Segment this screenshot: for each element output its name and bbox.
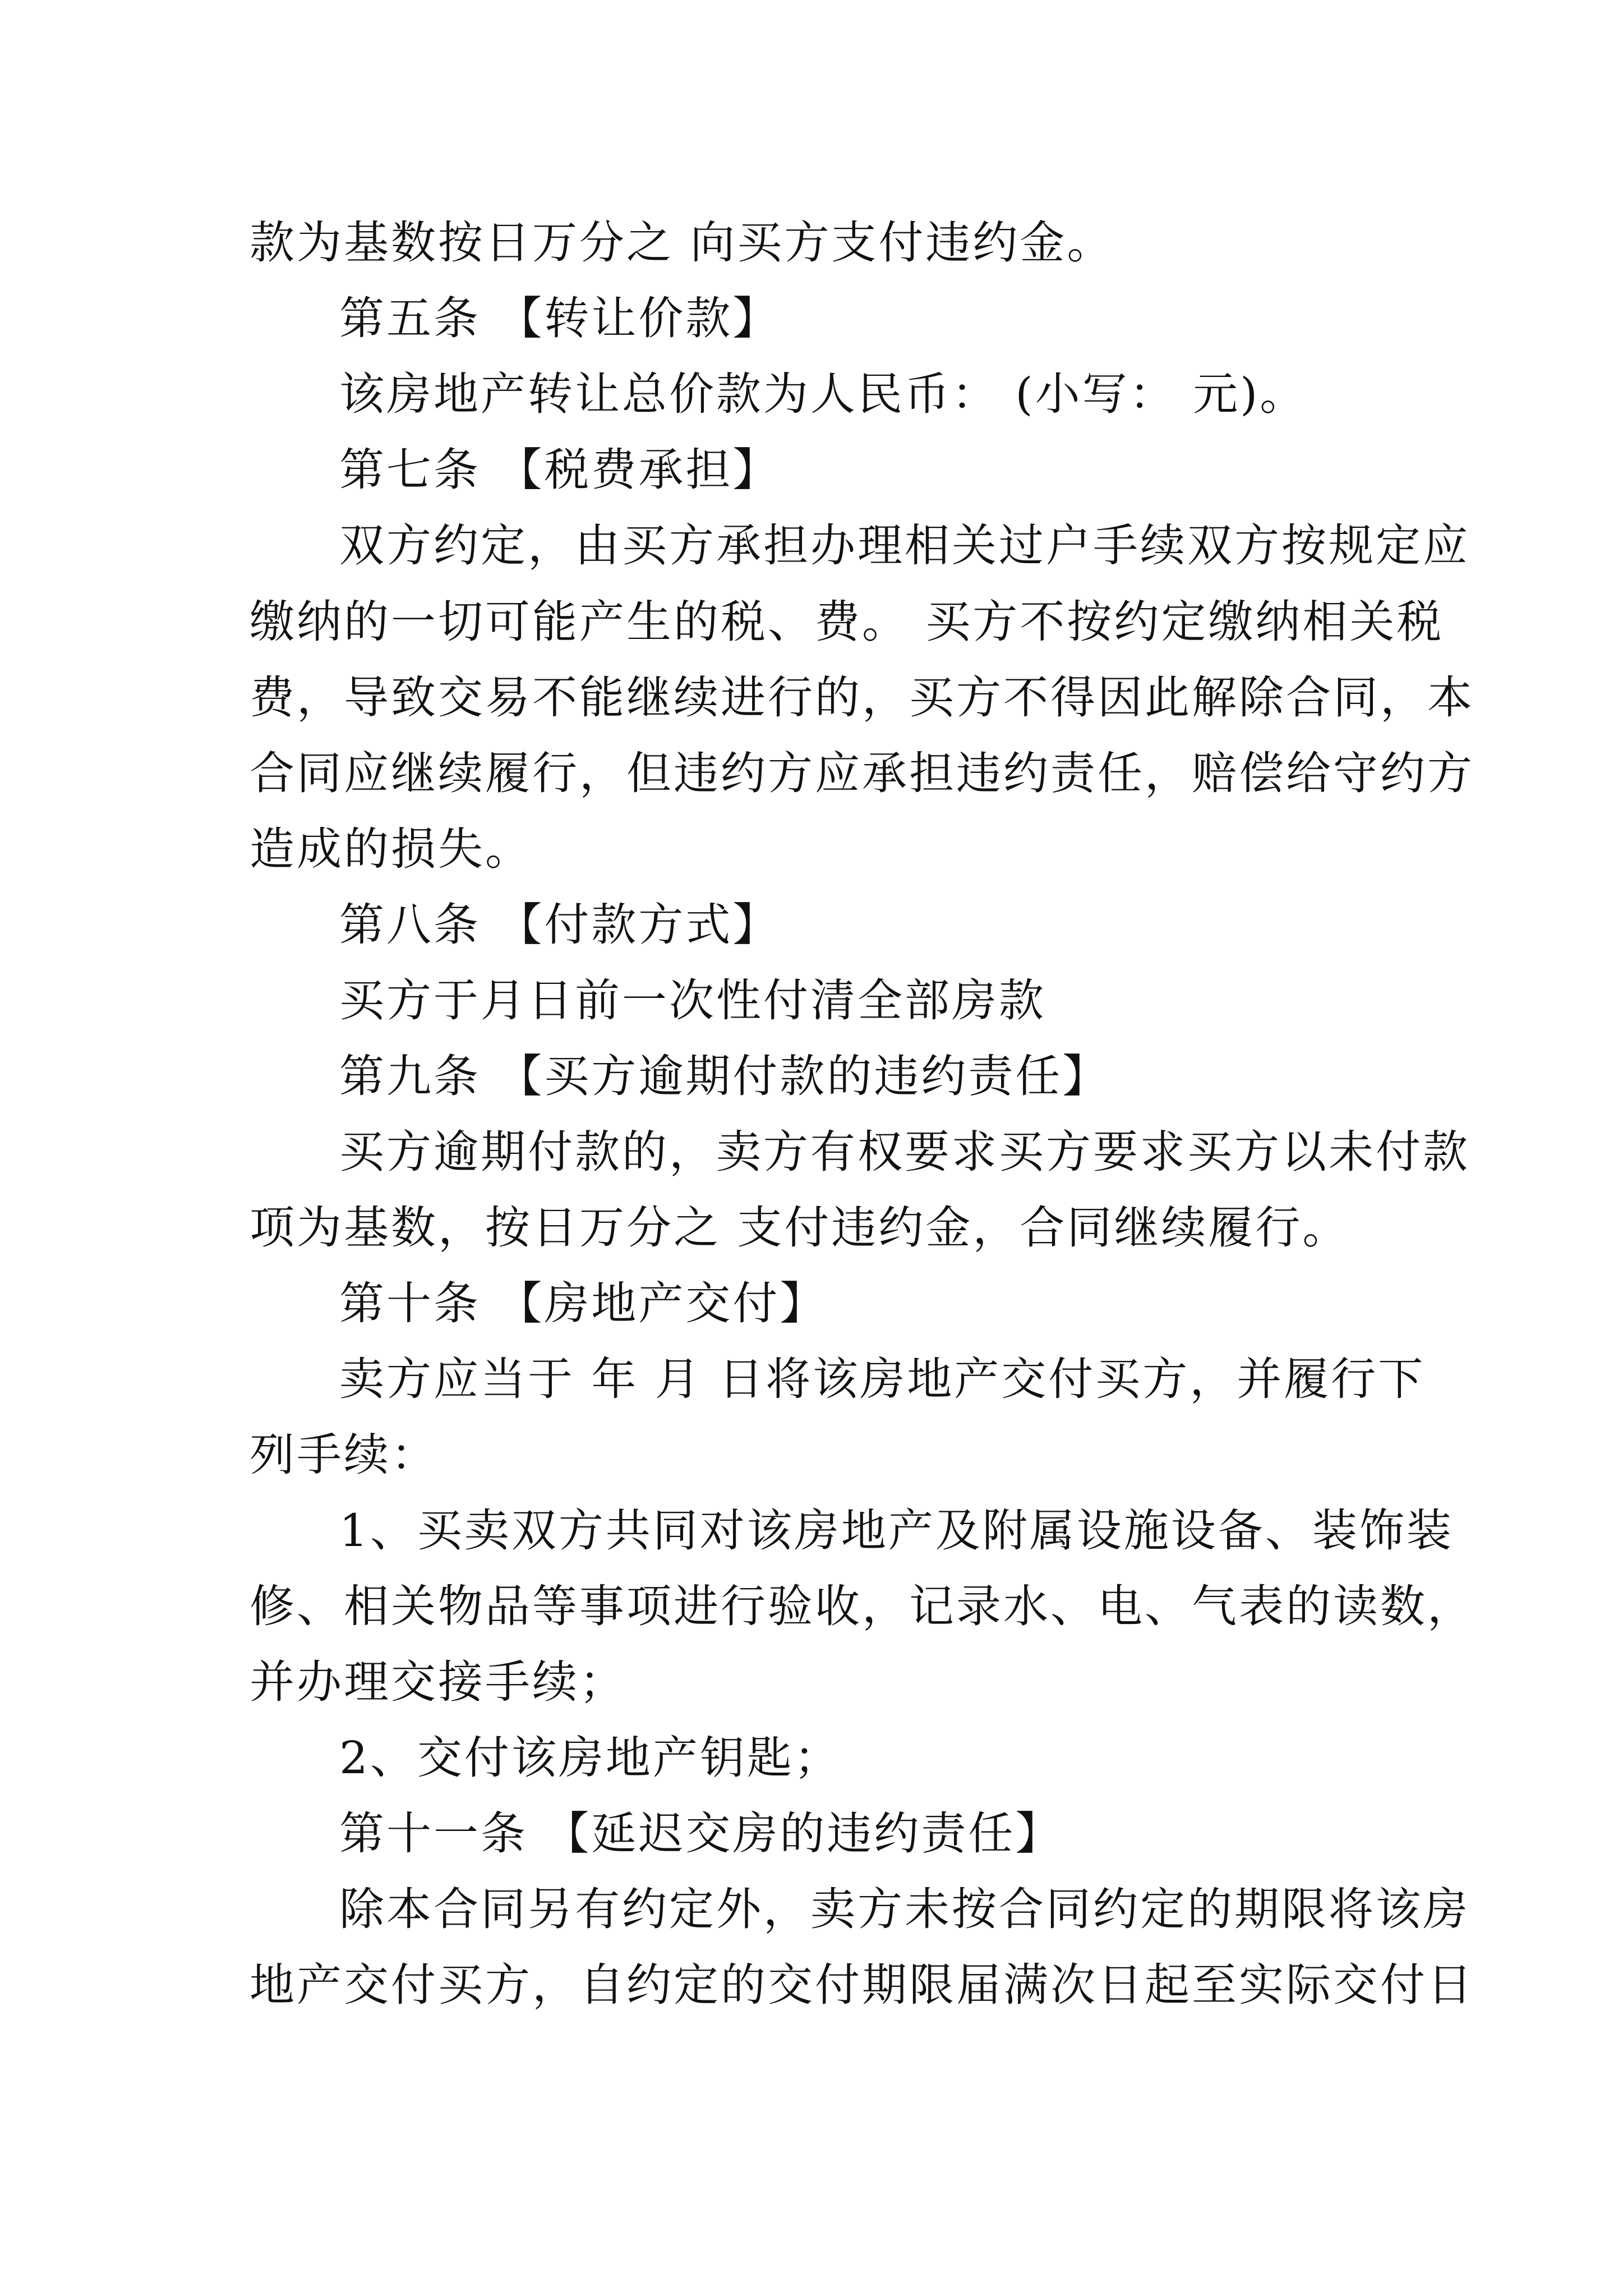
- text-line: 卖方应当于 年 月 日将该房地产交付买方，并履行下: [339, 1353, 1426, 1405]
- text-line: 1、买卖双方共同对该房地产及附属设施设备、装饰装: [339, 1504, 1454, 1557]
- text-line: 修、相关物品等事项进行验收，记录水、电、气表的读数，: [250, 1580, 1474, 1632]
- text-line: 双方约定，由买方承担办理相关过户手续双方按规定应: [339, 519, 1470, 572]
- text-line: 费，导致交易不能继续进行的，买方不得因此解除合同，本: [250, 671, 1474, 724]
- section-heading: 第九条 【买方逾期付款的违约责任】: [339, 1050, 1110, 1102]
- section-heading: 第八条 【付款方式】: [339, 899, 780, 951]
- text-line: 合同应继续履行，但违约方应承担违约责任，赔偿给守约方: [250, 747, 1474, 799]
- text-line: 缴纳的一切可能产生的税、费。 买方不按约定缴纳相关税: [250, 596, 1444, 648]
- text-line: 买方于月日前一次性付清全部房款: [339, 974, 1046, 1027]
- section-heading: 第七条 【税费承担】: [339, 444, 780, 496]
- text-line: 除本合同另有约定外，卖方未按合同约定的期限将该房: [339, 1883, 1470, 1935]
- text-line: 项为基数，按日万分之 支付违约金，合同继续履行。: [250, 1202, 1350, 1254]
- text-line: 地产交付买方，自约定的交付期限届满次日起至实际交付日: [250, 1959, 1474, 2011]
- section-heading: 第十条 【房地产交付】: [339, 1277, 827, 1329]
- text-line: 买方逾期付款的，卖方有权要求买方要求买方以未付款: [339, 1126, 1470, 1178]
- text-line: 列手续：: [250, 1429, 438, 1481]
- section-heading: 第五条 【转让价款】: [339, 292, 780, 344]
- text-line: 造成的损失。: [250, 823, 532, 875]
- section-heading: 第十一条 【延迟交房的违约责任】: [339, 1807, 1063, 1860]
- text-line: 该房地产转让总价款为人民币： (小写： 元)。: [339, 368, 1307, 420]
- text-line: 款为基数按日万分之 向买方支付违约金。: [250, 217, 1114, 269]
- text-line: 2、交付该房地产钥匙；: [339, 1732, 841, 1784]
- text-line: 并办理交接手续；: [250, 1656, 626, 1708]
